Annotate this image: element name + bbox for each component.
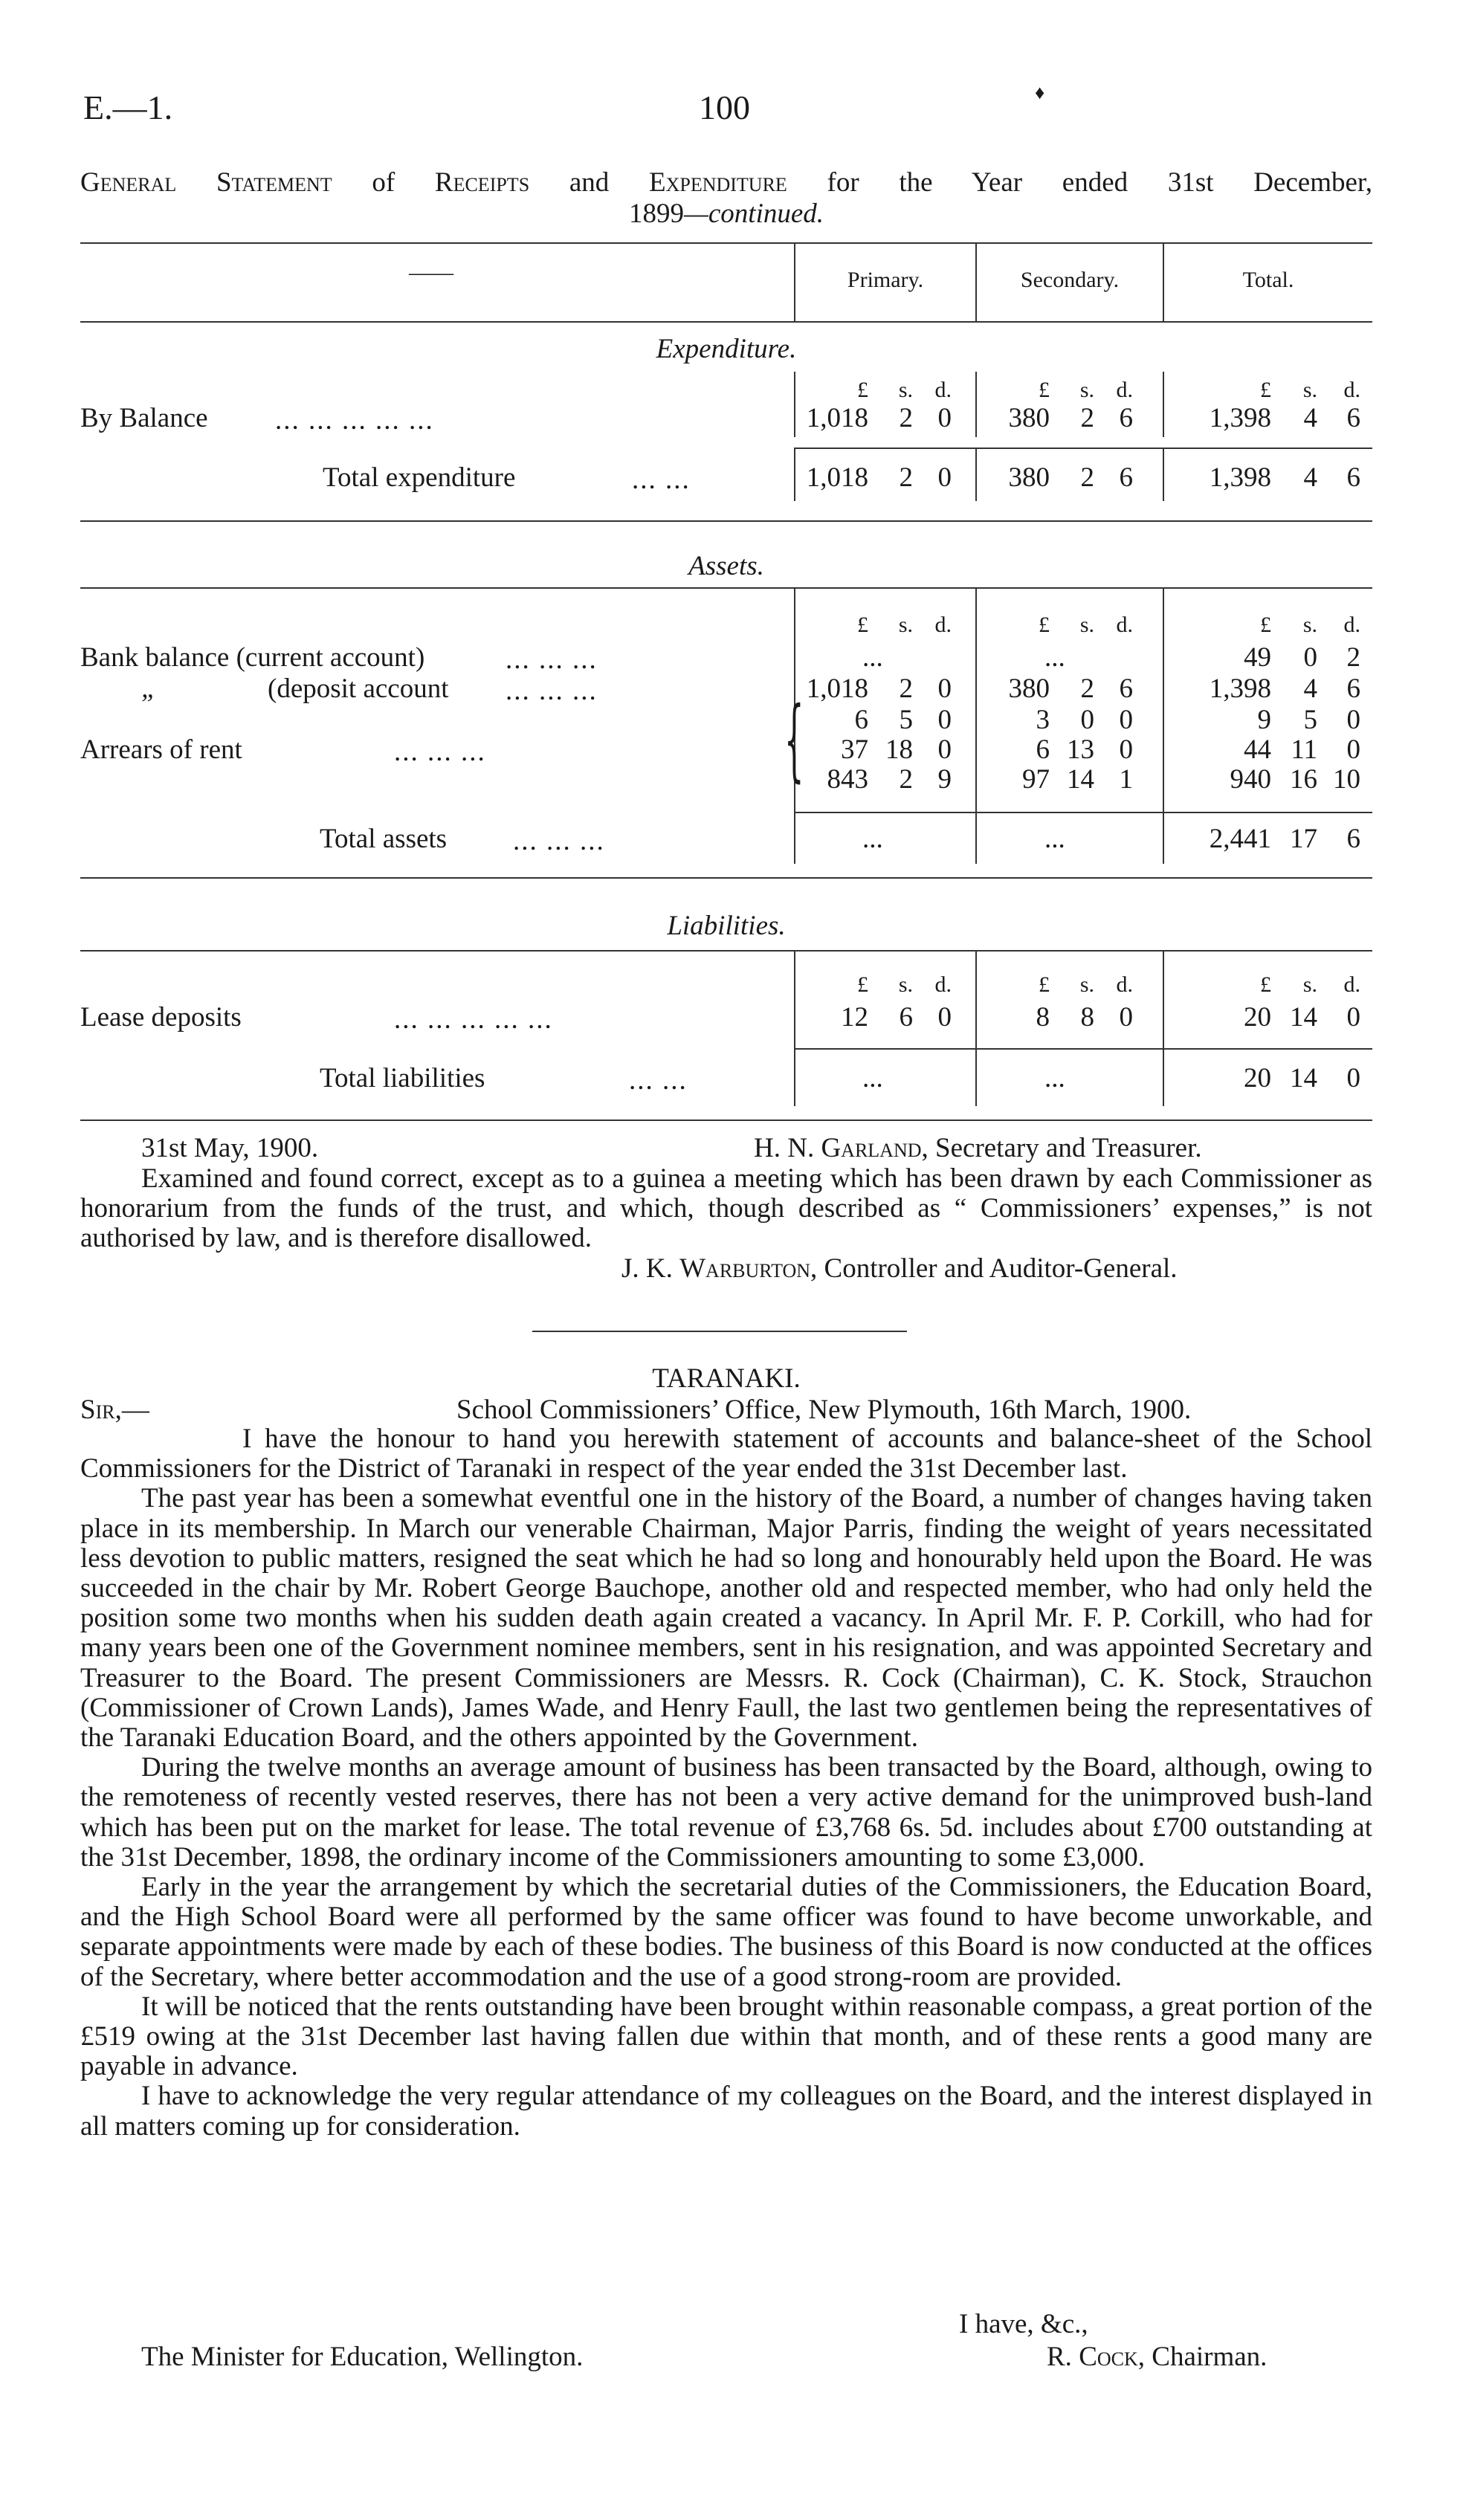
audit-note: Examined and found correct, except as to a guinea a meeting which has been drawn by each Commissioner as honorarium from the funds of the trust, and which, though described as “ Commissioners’ expenses,” is not authorised by law, and is therefore disallowed. [80, 1163, 1372, 1254]
exp-balance-secondary: 380 2 6 [1008, 403, 1133, 433]
ditto-mark: „ [141, 673, 157, 704]
total-assets-label: Total assets [320, 824, 448, 854]
total-liabilities-label: Total liabilities [320, 1063, 485, 1093]
total-assets-secondary: ... [1044, 824, 1065, 854]
statement-title-line2 [80, 198, 1372, 230]
header-bottom-rule [80, 321, 1372, 323]
asset-arrears-3-total: 940 16 10 [1230, 764, 1360, 795]
assets-divider-3 [1163, 587, 1164, 864]
asset-arrears-1-primary: 6 5 0 [854, 705, 952, 735]
section-expenditure: Expenditure. [656, 334, 797, 364]
table-bottom-rule [80, 1120, 1372, 1121]
asset-arrears-2-primary: 37 18 0 [841, 734, 952, 765]
title-receipts: Receipts [434, 167, 530, 198]
total-liabilities-secondary: ... [1044, 1063, 1065, 1093]
leader-dots: ... ... [632, 465, 691, 495]
letter-heading: TARANAKI. [652, 1363, 801, 1394]
leader-dots: ... ... ... ... ... [394, 1004, 553, 1035]
asset-deposit-secondary: 380 2 6 [1008, 673, 1133, 704]
assets-head-rule [80, 587, 1372, 589]
leader-dots: ... ... ... ... ... [275, 405, 434, 436]
total-assets-total: 2,441 17 6 [1209, 824, 1360, 854]
total-liabilities-total: 20 14 0 [1244, 1063, 1360, 1093]
row-label: By Balance [80, 403, 208, 433]
column-total: Total. [1242, 268, 1294, 292]
auditor-signature: J. K. Warburton, Controller and Auditor-General. [621, 1253, 1178, 1284]
title-and: and [529, 167, 649, 198]
signoff-date: 31st May, 1900. [141, 1133, 319, 1163]
title-general-statement: General Statement [80, 167, 332, 198]
letter-salutation: Sir,— [80, 1395, 149, 1425]
page-mark: ♦ [1035, 82, 1045, 103]
section-assets: Assets. [688, 551, 764, 581]
letter-signer: R. Cock, Chairman. [1047, 2342, 1268, 2372]
exp-total-divider-3 [1163, 448, 1164, 501]
exp-currency-total: £ s. d. [1260, 378, 1360, 402]
liab-currency-secondary: £ s. d. [1039, 972, 1133, 997]
assets-total-divider [794, 812, 795, 864]
column-blank: —— [409, 260, 453, 285]
expenditure-end-rule [80, 520, 1372, 522]
page-reference: E.—1. [83, 88, 173, 126]
letter-address: School Commissioners’ Office, New Plymouth, 16th March, 1900. [456, 1395, 1192, 1425]
asset-arrears-1-total: 9 5 0 [1257, 705, 1360, 735]
total-expenditure-label: Total expenditure [323, 462, 516, 493]
lease-deposits-primary: 12 6 0 [841, 1002, 952, 1033]
leader-dots: ... ... ... [506, 644, 598, 675]
leader-dots: ... ... [629, 1065, 688, 1096]
column-secondary: Secondary. [1020, 268, 1120, 292]
asset-arrears-2-secondary: 6 13 0 [1036, 734, 1133, 765]
title-continued: —continued. [683, 198, 824, 229]
liab-subtotal-rule [794, 1048, 1372, 1050]
lease-deposits-secondary: 8 8 0 [1036, 1002, 1133, 1033]
section-liabilities: Liabilities. [667, 911, 786, 941]
exp-currency-secondary: £ s. d. [1039, 378, 1133, 402]
title-year: 1899 [628, 198, 684, 229]
total-assets-primary: ... [862, 824, 883, 854]
total-liabilities-primary: ... [862, 1063, 883, 1093]
asset-bank-current-secondary: ... [1044, 642, 1065, 673]
statement-title-line1 [80, 167, 1372, 198]
asset-arrears-3-secondary: 97 14 1 [1022, 764, 1133, 795]
letter-paragraph: I have the honour to hand you herewith statement of accounts and balance-sheet of the School Commissioners for the District of Taranaki in respect of the year ended the 31st December last. [80, 1424, 1372, 1484]
column-primary: Primary. [847, 268, 924, 292]
asset-label: Bank balance (current account) [80, 642, 425, 673]
letter-paragraph: It will be noticed that the rents outstanding have been brought within reasonable compass, a great portion of the £519 owing at the 31st December last having fallen due within that month, and of these rents a good many are payable in advance. [80, 1991, 1372, 2082]
letter-paragraph: I have to acknowledge the very regular attendance of my colleagues on the Board, and the interest displayed in all matters coming up for consideration. [80, 2081, 1372, 2142]
assets-end-rule [80, 877, 1372, 879]
letter-addressee: The Minister for Education, Wellington. [141, 2342, 584, 2372]
title-of: of [332, 167, 435, 198]
exp-total-secondary: 380 2 6 [1008, 462, 1133, 493]
assets-currency-primary: £ s. d. [857, 613, 952, 637]
exp-divider-3 [1163, 372, 1164, 437]
asset-bank-current-total: 49 0 2 [1244, 642, 1360, 673]
asset-bank-current-primary: ... [862, 642, 883, 673]
exp-total-primary: 1,018 2 0 [806, 462, 952, 493]
table-top-rule [80, 242, 1372, 244]
liab-currency-primary: £ s. d. [857, 972, 952, 997]
section-separator [532, 1331, 907, 1332]
title-expenditure: Expenditure [649, 167, 787, 198]
assets-currency-secondary: £ s. d. [1039, 613, 1133, 637]
asset-arrears-2-total: 44 11 0 [1244, 734, 1360, 765]
leader-dots: ... ... ... [394, 737, 486, 767]
exp-currency-primary: £ s. d. [857, 378, 952, 402]
asset-label: Arrears of rent [80, 734, 242, 765]
letter-paragraph: During the twelve months an average amount of business has been transacted by the Board, although, owing to the remoteness of recently vested reserves, there has not been a very active demand for the unimproved bush-land which has been put on the market for lease. The total revenue of £3,768 6s. 5d. includes about £700 outstanding at the 31st December, 1898, the ordinary income of the Commissioners amounting to some £3,000. [80, 1752, 1372, 1873]
lease-deposits-total: 20 14 0 [1244, 1002, 1360, 1033]
exp-subtotal-rule [794, 448, 1372, 449]
asset-arrears-1-secondary: 3 0 0 [1036, 705, 1133, 735]
letter-paragraph: The past year has been a somewhat eventful one in the history of the Board, a number of changes having taken place in its membership. In March our venerable Chairman, Major Parris, finding the weight of years necessitated less devotion to public matters, resigned the seat which he had so long and honourably held upon the Board. He was succeeded in the chair by Mr. Robert George Bauchope, another old and respected member, who had only held the position some two months when his sudden death again created a vacancy. In April Mr. F. P. Corkill, who had for many years been one of the Government nominee members, sent in his resignation, and was appointed Secretary and Treasurer to the Board. The present Commissioners are Messrs. R. Cock (Chairman), C. K. Stock, Strauchon (Commissioner of Crown Lands), James Wade, and Henry Faull, the last two gentlemen being the representatives of the Taranaki Education Board, and the others appointed by the Government. [80, 1483, 1372, 1754]
liab-divider-3 [1163, 950, 1164, 1106]
asset-deposit-total: 1,398 4 6 [1209, 673, 1360, 704]
signoff-secretary: H. N. Garland, Secretary and Treasurer. [754, 1133, 1202, 1163]
liabilities-head-rule [80, 950, 1372, 952]
asset-label: (deposit account [268, 673, 449, 704]
exp-balance-total: 1,398 4 6 [1209, 403, 1360, 433]
exp-total-total: 1,398 4 6 [1209, 462, 1360, 493]
arrears-brace: { [784, 688, 804, 792]
liability-label: Lease deposits [80, 1002, 242, 1033]
assets-currency-total: £ s. d. [1260, 613, 1360, 637]
asset-deposit-primary: 1,018 2 0 [806, 673, 952, 704]
liab-currency-total: £ s. d. [1260, 972, 1360, 997]
leader-dots: ... ... ... [506, 676, 598, 706]
assets-subtotal-rule [794, 812, 1372, 813]
letter-body [80, 1424, 1372, 2142]
asset-arrears-3-primary: 843 2 9 [827, 764, 952, 795]
page-number: 100 [699, 88, 750, 126]
leader-dots: ... ... ... [513, 826, 605, 856]
title-tail: for the Year ended 31st December, [787, 167, 1372, 198]
letter-paragraph: Early in the year the arrangement by which the secretarial duties of the Commissioners, the Education Board, and the High School Board were all performed by the same officer was found to have become unworkable, and separate appointments were made by each of these bodies. The business of this Board is now conducted at the offices of the Secretary, where better accommodation and the use of a good strong-room are provided. [80, 1872, 1372, 1992]
letter-closing: I have, &c., [959, 2309, 1088, 2339]
exp-balance-primary: 1,018 2 0 [806, 403, 952, 433]
